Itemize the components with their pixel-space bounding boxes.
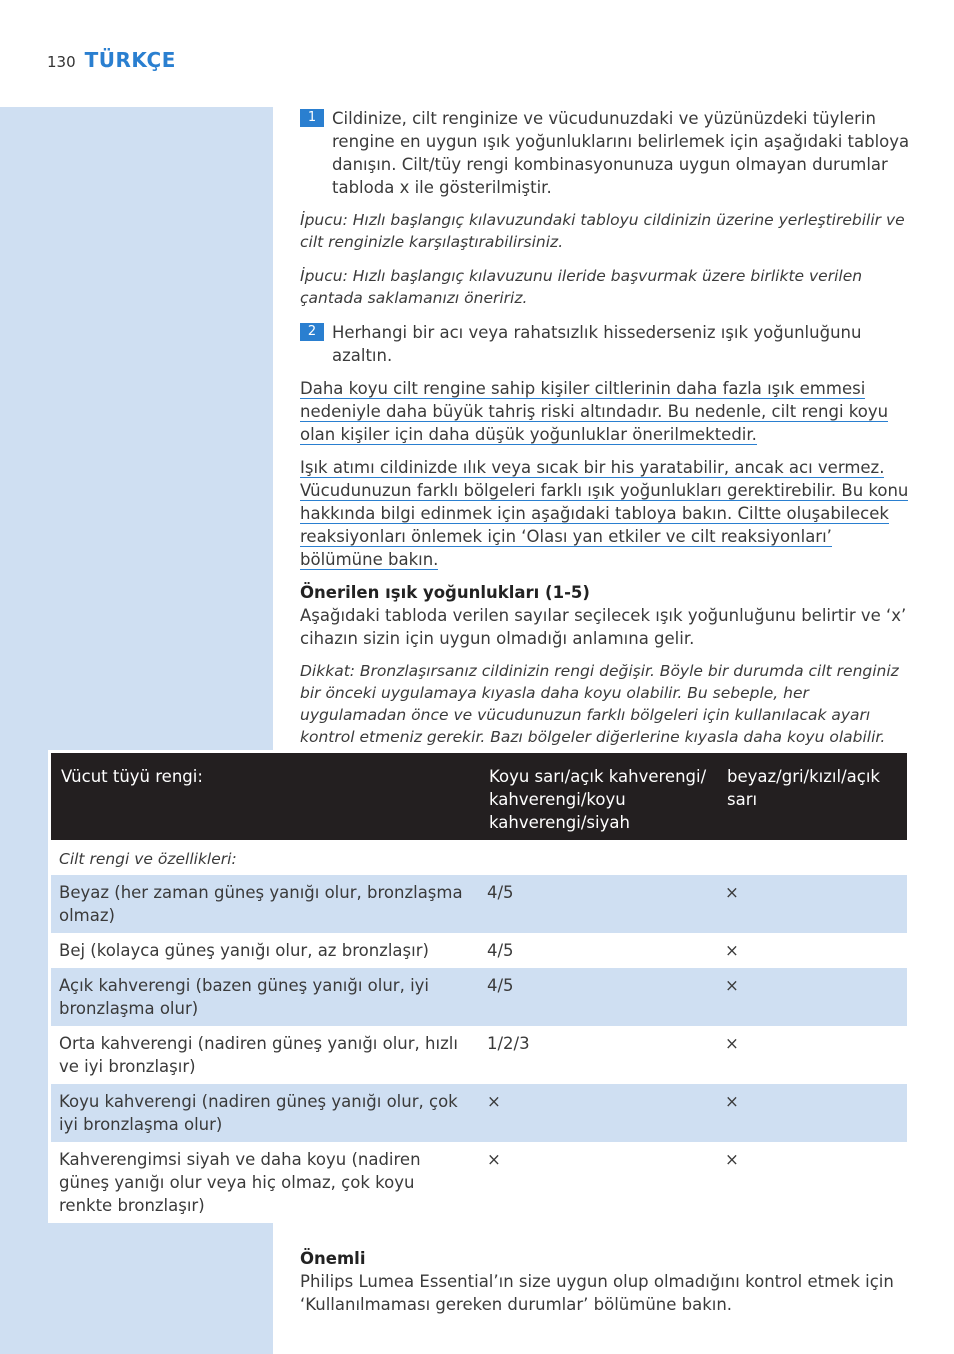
dark-hair-value: × (487, 1150, 501, 1169)
caution-text: Dikkat: Bronzlaşırsanız cildinizin rengi değişir. Böyle bir durumda cilt renginiz bir önceki uygulamaya kıyasla daha koyu olabilir. Bu sebeple, her uygulamadan önce ve vücudunuzun farklı bölgeleri için kullanılacak ayarı kontrol etmeniz gerekir. Bazı bölgeler diğerlerine kıyasla daha koyu olabilir. (300, 662, 899, 746)
intensity-heading: Önerilen ışık yoğunlukları (1-5) (300, 583, 590, 602)
note-light-pulse (300, 456, 910, 571)
table-subheader-row (51, 840, 907, 875)
step-number-badge: 2 (300, 323, 324, 341)
main-content (300, 107, 910, 760)
table-row (51, 1142, 907, 1223)
step-text: Herhangi bir acı veya rahatsızlık hissederseniz ışık yoğunluğunu azaltın. (332, 323, 862, 365)
dark-hair-value: 4/5 (487, 941, 514, 960)
light-hair-value: × (725, 1034, 739, 1053)
dark-hair-value: 4/5 (479, 968, 717, 1026)
skin-type-cell: Kahverengimsi siyah ve daha koyu (nadiren güneş yanığı olur veya hiç olmaz, çok koyu renkte bronzlaşır) (59, 1150, 421, 1215)
important-text: Philips Lumea Essential’ın size uygun olup olmadığını kontrol etmek için ‘Kullanılmaması gereken durumlar’ bölümüne bakın. (300, 1272, 894, 1314)
table-header-row (51, 753, 907, 840)
skin-type-cell: Beyaz (her zaman güneş yanığı olur, bronzlaşma olmaz) (51, 875, 479, 933)
intensity-text: Aşağıdaki tabloda verilen sayılar seçilecek ışık yoğunluğunu belirtir ve ‘x’ cihazın sizin için uygun olmadığı anlamına gelir. (300, 606, 907, 648)
header-hair-color: Vücut tüyü rengi: (51, 753, 479, 840)
step-text: Cildinize, cilt renginize ve vücudunuzdaki ve yüzünüzdeki tüylerin rengine en uygun ışık yoğunluklarını belirlemek için aşağıdaki tabloya danışın. Cilt/tüy rengi kombinasyonunuza uygun olmayan durumlar tabloda x ile gösterilmiştir. (332, 109, 910, 197)
table-row (51, 1084, 907, 1142)
note-line: Vücudunuzun farklı bölgeleri farklı ışık yoğunlukları gerektirebilir. Bu konu (300, 481, 909, 500)
note-dark-skin (300, 377, 910, 446)
light-hair-value: × (717, 875, 907, 933)
table-row (51, 875, 907, 933)
table-row (51, 933, 907, 968)
skin-type-cell: Orta kahverengi (nadiren güneş yanığı olur, hızlı ve iyi bronzlaşır) (59, 1034, 458, 1076)
note-line: Işık atımı cildinizde ılık veya sıcak bir his yaratabilir, ancak acı vermez. (300, 458, 885, 477)
intensity-table (51, 753, 907, 1223)
light-hair-value: × (725, 941, 739, 960)
dark-hair-value: × (479, 1084, 717, 1142)
intensity-table-wrapper (48, 750, 908, 1223)
skin-type-cell: Açık kahverengi (bazen güneş yanığı olur, iyi bronzlaşma olur) (51, 968, 479, 1026)
section-title: TÜRKÇE (84, 48, 176, 72)
table-row (51, 1026, 907, 1084)
tip-2: İpucu: Hızlı başlangıç kılavuzunu ileride başvurmak üzere birlikte verilen çantada saklamanızı öneririz. (300, 267, 863, 307)
note-line: hakkında bilgi edinmek için aşağıdaki tabloya bakın. Ciltte oluşabilecek (300, 504, 889, 523)
dark-hair-value: 1/2/3 (487, 1034, 530, 1053)
page-number: 130 (47, 53, 76, 71)
skin-type-cell: Bej (kolayca güneş yanığı olur, az bronzlaşır) (59, 941, 429, 960)
tip-1: İpucu: Hızlı başlangıç kılavuzundaki tabloyu cildinizin üzerine yerleştirebilir ve cilt renginizle karşılaştırabilirsiniz. (300, 211, 905, 251)
light-hair-value: × (725, 1150, 739, 1169)
header-dark-hair: Koyu sarı/açık kahverengi/ kahverengi/koyu kahverengi/siyah (479, 753, 717, 840)
important-section (300, 1243, 910, 1316)
table-row (51, 968, 907, 1026)
dark-hair-value: 4/5 (479, 875, 717, 933)
note-line: reaksiyonları önlemek için ‘Olası yan etkiler ve cilt reaksiyonları’ (300, 527, 832, 546)
note-line: olan kişiler için daha düşük yoğunluklar önerilmektedir. (300, 425, 757, 444)
important-heading: Önemli (300, 1249, 366, 1268)
skin-type-cell: Koyu kahverengi (nadiren güneş yanığı olur, çok iyi bronzlaşma olur) (51, 1084, 479, 1142)
step-number-badge: 1 (300, 109, 324, 127)
page-header (47, 48, 176, 72)
header-light-hair: beyaz/gri/kızıl/açık sarı (717, 753, 907, 840)
skin-color-subheader: Cilt rengi ve özellikleri: (59, 850, 237, 868)
note-line: bölümüne bakın. (300, 550, 439, 569)
note-line: nedeniyle daha büyük tahriş riski altındadır. Bu nedenle, cilt rengi koyu (300, 402, 889, 421)
light-hair-value: × (717, 1084, 907, 1142)
note-line: Daha koyu cilt rengine sahip kişiler ciltlerinin daha fazla ışık emmesi (300, 379, 866, 398)
step-1 (300, 107, 910, 199)
step-2 (300, 321, 910, 367)
light-hair-value: × (717, 968, 907, 1026)
